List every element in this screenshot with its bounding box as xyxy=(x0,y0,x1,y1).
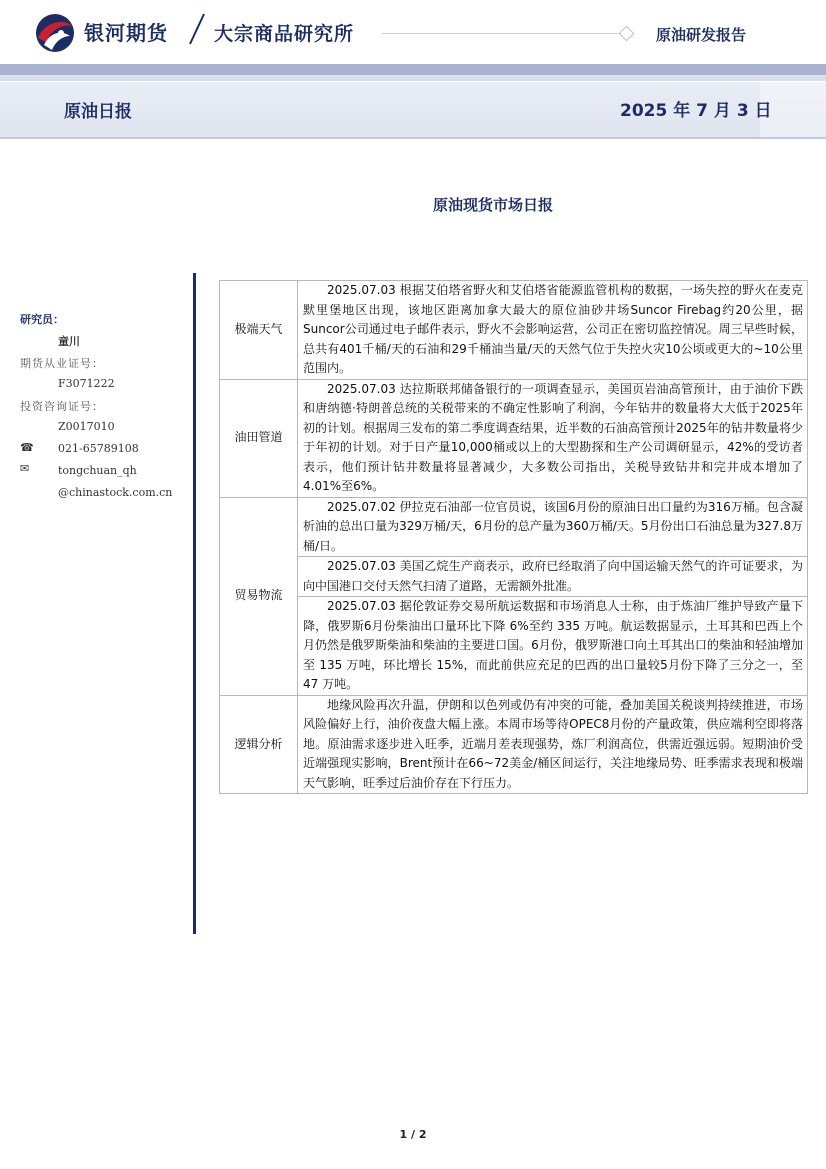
paragraph: 2025.07.03 达拉斯联邦储备银行的一项调查显示，美国页岩油高管预计，由于油价下跌和唐纳德·特朗普总统的关税带来的不确定性影响了利润，今年钻井的数量将大大低于2025年初的计划。根据周三发布的第二季度调查结果，近半数的石油高管预计2025年的钻井数量将少于年初的计划。对于日产量10,000桶或以上的大型勘探和生产公司调研显示，42%的受访者表示，他们预计钻井数量将显著减少，大多数公司指出，关税导致钻井和完井成本增加了4.01%至6%。 xyxy=(303,381,803,493)
header-band-light xyxy=(0,75,826,81)
galaxy-logo-icon xyxy=(34,12,76,54)
header-band xyxy=(0,64,826,75)
researcher-label: 研究员： xyxy=(20,313,64,326)
futures-license-number: F3071222 xyxy=(58,377,115,390)
report-type: 原油研发报告 xyxy=(656,26,747,44)
table-row xyxy=(220,695,808,794)
paragraph: 2025.07.03 美国乙烷生产商表示，政府已经取消了向中国运输天然气的许可证要求，为向中国港口交付天然气扫清了道路，无需额外批准。 xyxy=(303,559,803,593)
row-content xyxy=(298,497,808,557)
diamond-icon xyxy=(619,26,635,42)
row-category: 极端天气 xyxy=(220,281,298,380)
paragraph: 2025.07.03 据伦敦证券交易所航运数据和市场消息人士称，由于炼油厂维护导致产量下降，俄罗斯6月份柴油出口量环比下降 6%至约 335 万吨。航运数据显示，土耳其和巴西上个月仍然是俄罗斯柴油和柴油的主要进口国。6月份，俄罗斯港口向土耳其出口的柴油和轻油增加至 135 万吨，环比增长 15%，而此前供应充足的巴西的出口量较5月份下降了三分之一，至 47 万吨。 xyxy=(303,599,803,691)
futures-license-label: 期货从业证号： xyxy=(20,357,104,370)
row-category: 油田管道 xyxy=(220,379,298,497)
paragraph: 地缘风险再次升温，伊朗和以色列或仍有冲突的可能，叠加美国关税谈判持续推进，市场风险偏好上行，油价夜盘大幅上涨。本周市场等待OPEC8月份的产量政策，供应端利空即将落地。原油需求逐步进入旺季，近端月差表现强势，炼厂利润高位，供需近强远弱。短期油价受近端强现实影响，Brent预计在66~72美金/桶区间运行，关注地缘局势、旺季需求表现和极端天气影响，旺季过后油价存在下行压力。 xyxy=(303,697,803,790)
row-content xyxy=(298,695,808,794)
paragraph: 2025.07.03 根据艾伯塔省野火和艾伯塔省能源监管机构的数据，一场失控的野火在麦克默里堡地区出现，该地区距离加拿大最大的原位油砂井场Suncor Firebag约20公里，据Suncor公司通过电子邮件表示，野火不会影响运营，公司正在密切监控情况。周三早些时候，总共有401千桶/天的石油和29千桶油当量/天的天然气位于失控火灾10公顷或更大的~10公里范围内。 xyxy=(303,283,803,375)
brand-name: 银河期货 xyxy=(84,21,168,45)
email-domain[interactable]: @chinastock.com.cn xyxy=(58,486,173,499)
phone-icon: ☎ xyxy=(20,441,34,454)
row-content xyxy=(298,597,808,696)
row-content xyxy=(298,557,808,597)
row-content xyxy=(298,379,808,497)
researcher-name: 童川 xyxy=(58,335,80,348)
sidebar-divider xyxy=(193,273,196,934)
table-row xyxy=(220,597,808,696)
page-title: 原油现货市场日报 xyxy=(432,196,553,214)
email-icon: ✉ xyxy=(20,462,30,475)
paragraph: 2025.07.02 伊拉克石油部一位官员说，该国6月份的原油日出口量约为316万桶。包含凝析油的总出口量为329万桶/天，6月份的总产量为360万桶/天。5月份出口石油总量为327.8万桶/日。 xyxy=(303,499,803,553)
page-number: 1 / 2 xyxy=(399,1128,427,1141)
advisory-license-label: 投资咨询证号： xyxy=(20,400,104,413)
phone-number: 021-65789108 xyxy=(58,442,139,455)
table-row xyxy=(220,379,808,497)
news-table xyxy=(219,280,808,794)
email-user[interactable]: tongchuan_qh xyxy=(58,464,137,477)
table-row xyxy=(220,557,808,597)
daily-report-title: 原油日报 xyxy=(64,102,132,122)
title-bar-edge xyxy=(0,137,826,139)
row-category: 逻辑分析 xyxy=(220,695,298,794)
row-content xyxy=(298,281,808,380)
divider-slash-icon xyxy=(186,12,208,46)
table-row xyxy=(220,497,808,557)
header-rule xyxy=(382,33,626,34)
report-date: 2025 年 7 月 3 日 xyxy=(620,101,772,121)
institute-name: 大宗商品研究所 xyxy=(214,23,355,45)
row-category: 贸易物流 xyxy=(220,497,298,695)
table-row xyxy=(220,281,808,380)
advisory-license-number: Z0017010 xyxy=(58,420,115,433)
